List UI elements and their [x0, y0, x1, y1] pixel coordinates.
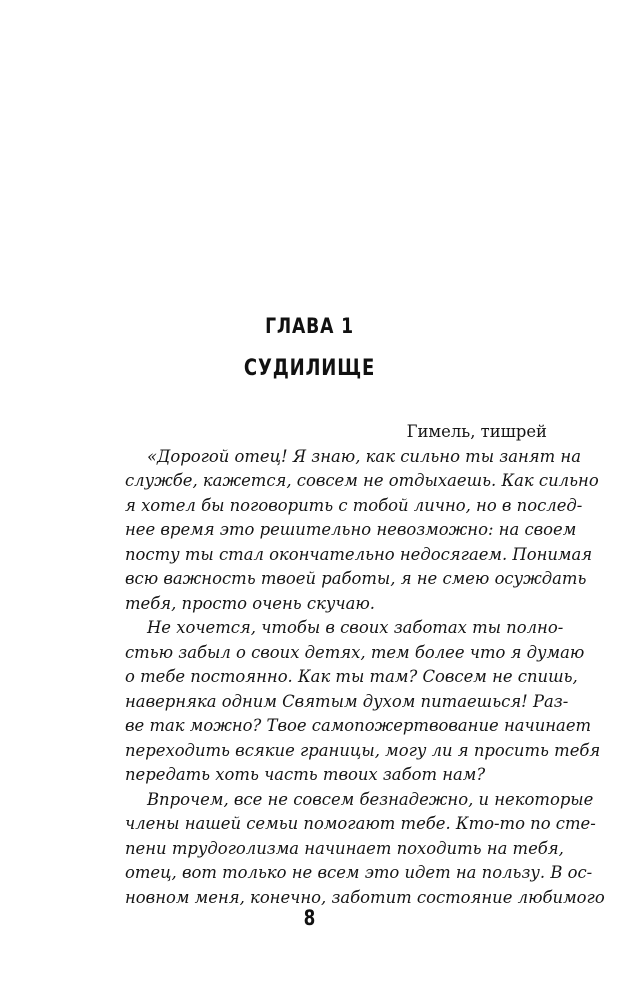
epigraph-date: Гимель, тишрей: [406, 422, 547, 441]
text-line: нее время это решительно невозможно: на своем: [125, 520, 577, 539]
page-number: 8: [303, 906, 316, 930]
text-line: пени трудоголизма начинает походить на тебя,: [125, 838, 564, 858]
text-line: ве так можно? Твое самопожертвование начинает: [125, 716, 592, 735]
text-line: тебя, просто очень скучаю.: [125, 593, 376, 613]
text-line: «Дорогой отец! Я знаю, как сильно ты занят на: [147, 446, 581, 466]
text-line: посту ты стал окончательно недосягаем. Понимая: [125, 544, 593, 564]
text-line: всю важность твоей работы, я не смею осуждать: [125, 569, 587, 588]
chapter-label: ГЛАВА 1: [265, 314, 354, 338]
text-line: новном меня, конечно, заботит состояние любимого: [125, 887, 605, 907]
text-line: о тебе постоянно. Как ты там? Совсем не спишь,: [125, 667, 578, 686]
chapter-title: СУДИЛИЩЕ: [243, 356, 376, 381]
text-line: стью забыл о своих детях, тем более что я думаю: [125, 642, 585, 662]
text-line: отец, вот только не всем это идет на пользу. В ос-: [125, 863, 593, 882]
text-line: передать хоть часть твоих забот нам?: [125, 765, 486, 784]
text-line: наверняка одним Святым духом питаешься! Раз-: [125, 691, 569, 711]
text-line: Не хочется, чтобы в своих заботах ты полно-: [147, 618, 564, 637]
text-line: члены нашей семьи помогают тебе. Кто-то по сте-: [125, 814, 596, 833]
paragraph-1: [101, 445, 599, 617]
body-text: [101, 420, 605, 910]
paragraph-2: [101, 616, 601, 788]
text-line: переходить всякие границы, могу ли я просить тебя: [125, 740, 601, 760]
text-line: службе, кажется, совсем не отдыхаешь. Как сильно: [125, 471, 599, 490]
text-line: я хотел бы поговорить с тобой лично, но в послед-: [125, 495, 583, 515]
paragraph-3: [101, 788, 605, 911]
text-line: Впрочем, все не совсем безнадежно, и некоторые: [147, 789, 594, 809]
